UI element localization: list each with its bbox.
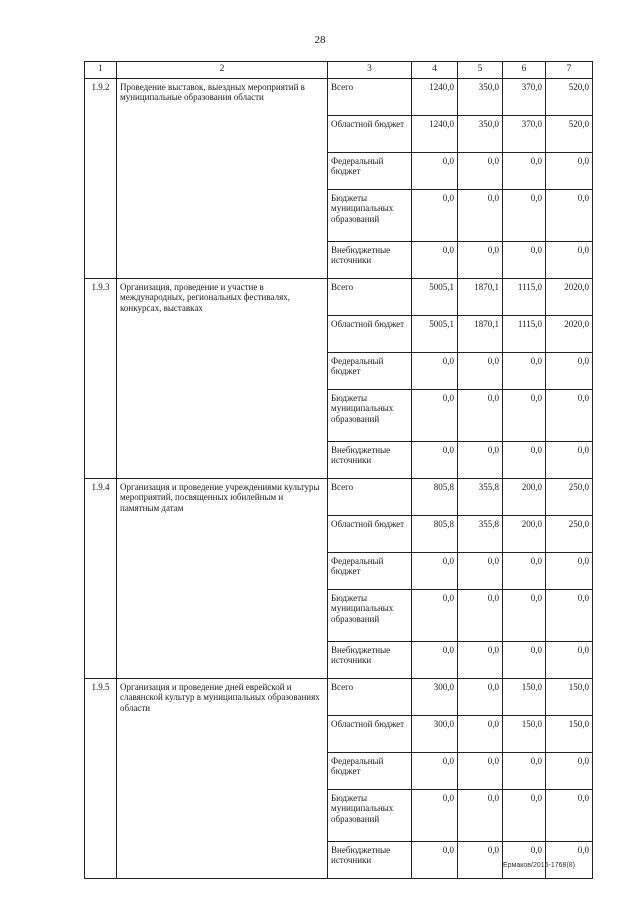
amount-cell: 0,0 (503, 842, 546, 879)
funding-source: Бюджеты муниципальных образований (328, 590, 412, 642)
amount-cell: 5005,1 (412, 279, 458, 316)
amount-cell: 150,0 (503, 679, 546, 716)
item-code: 1.9.3 (85, 279, 117, 479)
item-code: 1.9.5 (85, 679, 117, 879)
funding-source: Внебюджетные источники (328, 442, 412, 479)
amount-cell: 0,0 (503, 242, 546, 279)
funding-source: Федеральный бюджет (328, 553, 412, 590)
funding-source: Всего (328, 279, 412, 316)
column-header: 3 (328, 62, 412, 79)
column-header: 5 (458, 62, 503, 79)
amount-cell: 0,0 (546, 353, 593, 390)
amount-cell: 0,0 (503, 790, 546, 842)
amount-cell: 0,0 (503, 353, 546, 390)
column-header: 4 (412, 62, 458, 79)
page-number: 28 (314, 34, 326, 46)
amount-cell: 0,0 (412, 442, 458, 479)
amount-cell: 0,0 (503, 642, 546, 679)
amount-cell: 350,0 (458, 79, 503, 116)
amount-cell: 0,0 (458, 842, 503, 879)
amount-cell: 0,0 (412, 242, 458, 279)
funding-source: Федеральный бюджет (328, 753, 412, 790)
item-code: 1.9.2 (85, 79, 117, 279)
amount-cell: 150,0 (546, 679, 593, 716)
table-row (85, 479, 593, 516)
amount-cell: 300,0 (412, 716, 458, 753)
amount-cell: 0,0 (546, 242, 593, 279)
amount-cell: 0,0 (412, 153, 458, 190)
column-header: 1 (85, 62, 117, 79)
amount-cell: 250,0 (546, 479, 593, 516)
amount-cell: 0,0 (503, 442, 546, 479)
table-row (85, 679, 593, 716)
amount-cell: 150,0 (503, 716, 546, 753)
amount-cell: 0,0 (458, 190, 503, 242)
funding-source: Внебюджетные источники (328, 642, 412, 679)
amount-cell: 0,0 (412, 790, 458, 842)
amount-cell: 0,0 (458, 716, 503, 753)
amount-cell: 0,0 (546, 442, 593, 479)
table-body (85, 79, 593, 879)
amount-cell: 1115,0 (503, 316, 546, 353)
amount-cell: 0,0 (412, 753, 458, 790)
amount-cell: 200,0 (503, 516, 546, 553)
amount-cell: 0,0 (546, 153, 593, 190)
budget-table (84, 61, 593, 879)
funding-source: Областной бюджет (328, 516, 412, 553)
amount-cell: 0,0 (503, 153, 546, 190)
item-title: Организация и проведение учреждениями культуры мероприятий, посвященных юбилейным и памятным датам (117, 479, 328, 679)
amount-cell: 350,0 (458, 116, 503, 153)
amount-cell: 0,0 (546, 790, 593, 842)
funding-source: Бюджеты муниципальных образований (328, 190, 412, 242)
amount-cell: 0,0 (458, 153, 503, 190)
document-footer: Ермаков/2016-1768(8) (503, 862, 575, 869)
funding-source: Внебюджетные источники (328, 242, 412, 279)
column-header: 7 (546, 62, 593, 79)
amount-cell: 0,0 (458, 553, 503, 590)
amount-cell: 150,0 (546, 716, 593, 753)
funding-source: Всего (328, 679, 412, 716)
amount-cell: 0,0 (458, 679, 503, 716)
amount-cell: 200,0 (503, 479, 546, 516)
amount-cell: 0,0 (412, 190, 458, 242)
amount-cell: 1870,1 (458, 279, 503, 316)
amount-cell: 0,0 (412, 353, 458, 390)
amount-cell: 2020,0 (546, 316, 593, 353)
amount-cell: 1240,0 (412, 79, 458, 116)
amount-cell: 0,0 (458, 442, 503, 479)
amount-cell: 0,0 (503, 553, 546, 590)
amount-cell: 0,0 (503, 590, 546, 642)
table-row (85, 79, 593, 116)
amount-cell: 0,0 (546, 842, 593, 879)
item-title: Проведение выставок, выездных мероприятий в муниципальные образования области (117, 79, 328, 279)
amount-cell: 0,0 (412, 842, 458, 879)
amount-cell: 1240,0 (412, 116, 458, 153)
amount-cell: 0,0 (412, 390, 458, 442)
amount-cell: 0,0 (458, 790, 503, 842)
funding-source: Всего (328, 79, 412, 116)
amount-cell: 0,0 (546, 190, 593, 242)
amount-cell: 0,0 (546, 642, 593, 679)
funding-source: Областной бюджет (328, 716, 412, 753)
amount-cell: 0,0 (503, 190, 546, 242)
funding-source: Областной бюджет (328, 116, 412, 153)
amount-cell: 370,0 (503, 116, 546, 153)
header-row (85, 62, 593, 79)
amount-cell: 520,0 (546, 116, 593, 153)
funding-source: Федеральный бюджет (328, 153, 412, 190)
funding-source: Бюджеты муниципальных образований (328, 390, 412, 442)
amount-cell: 1870,1 (458, 316, 503, 353)
column-header: 2 (117, 62, 328, 79)
amount-cell: 0,0 (503, 753, 546, 790)
column-header: 6 (503, 62, 546, 79)
amount-cell: 0,0 (458, 590, 503, 642)
amount-cell: 300,0 (412, 679, 458, 716)
item-title: Организация и проведение дней еврейской и славянской культур в муниципальных образованиях области (117, 679, 328, 879)
item-title: Организация, проведение и участие в международных, региональных фестивалях, конкурсах, выставках (117, 279, 328, 479)
table-row (85, 279, 593, 316)
amount-cell: 520,0 (546, 79, 593, 116)
amount-cell: 0,0 (458, 753, 503, 790)
amount-cell: 0,0 (546, 553, 593, 590)
amount-cell: 0,0 (458, 390, 503, 442)
amount-cell: 1115,0 (503, 279, 546, 316)
funding-source: Внебюджетные источники (328, 842, 412, 879)
amount-cell: 0,0 (503, 390, 546, 442)
amount-cell: 0,0 (412, 642, 458, 679)
amount-cell: 0,0 (546, 753, 593, 790)
item-code: 1.9.4 (85, 479, 117, 679)
amount-cell: 355,8 (458, 479, 503, 516)
funding-source: Областной бюджет (328, 316, 412, 353)
amount-cell: 250,0 (546, 516, 593, 553)
funding-source: Бюджеты муниципальных образований (328, 790, 412, 842)
funding-source: Всего (328, 479, 412, 516)
amount-cell: 805,8 (412, 479, 458, 516)
funding-source: Федеральный бюджет (328, 353, 412, 390)
amount-cell: 0,0 (546, 590, 593, 642)
amount-cell: 355,8 (458, 516, 503, 553)
amount-cell: 0,0 (458, 353, 503, 390)
amount-cell: 370,0 (503, 79, 546, 116)
amount-cell: 0,0 (458, 642, 503, 679)
amount-cell: 0,0 (458, 242, 503, 279)
amount-cell: 0,0 (412, 590, 458, 642)
amount-cell: 0,0 (412, 553, 458, 590)
amount-cell: 0,0 (546, 390, 593, 442)
amount-cell: 805,8 (412, 516, 458, 553)
amount-cell: 5005,1 (412, 316, 458, 353)
amount-cell: 2020,0 (546, 279, 593, 316)
